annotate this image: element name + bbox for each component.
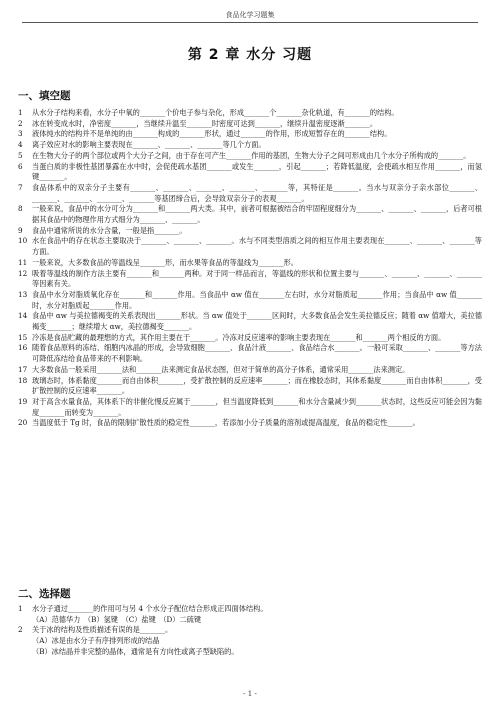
answer-option: （A）冰是由水分子有序排列形成的结晶 [32, 636, 160, 646]
page-number: - 1 - [243, 690, 257, 698]
question-text: 食品中水分对脂质氧化存在_______和_______作用。当食品中 αw 值在_______左右时，水分对脂质起_______作用；当食品中 αw 值_______时，水分对脂质起_______作用。 [32, 289, 482, 310]
question-text: 水分子通过_______的作用可与另 4 个水分子配位结合形成正四面体结构。 [32, 604, 268, 613]
question-item [18, 333, 482, 344]
question-number: 9 [18, 225, 23, 235]
question-text: 食品体系中的双亲分子主要有_______、_______、_______、_______、_______等，其特征是_______。当水与双亲分子亲水部位_______、_______、_______、_______、_______等基团缔合后，会导致双亲分子的表观_______。 [32, 182, 482, 203]
choice-question-list [18, 604, 482, 658]
question-text: 当蛋白质的非极性基团暴露在水中时，会促使疏水基团_______或发生_______，引起_______；若降低温度，会使疏水相互作用_______，而氢键_______。 [32, 161, 482, 182]
question-item [18, 365, 482, 376]
question-number: 15 [18, 332, 28, 342]
question-text: 吸着等温线的制作方法主要有_______和_______两种。对于同一样品而言，等温线的形状和位置主要与_______、_______、_______、_______等因素有关。 [32, 268, 482, 289]
question-text: 冰在转变成水时，净密度_______，当继续升温至_______时密度可达到_______，继续升温密度逐渐_______。 [32, 118, 378, 128]
question-text: 玻璃态时，体系黏度_______而自由体积_______，受扩散控制的反应速率_______；而在橡胶态时，其体系黏度_______而自由体积_______，受扩散控制的反应速率_______。 [32, 375, 482, 396]
question-item [18, 140, 482, 151]
question-number: 10 [18, 236, 28, 246]
question-item [18, 151, 482, 162]
question-number: 11 [18, 257, 28, 267]
question-number: 14 [18, 311, 28, 321]
question-text: 离子效应对水的影响主要表现在_______、_______、_______等几个方面。 [32, 140, 266, 150]
answer-options: （A）范德华力 （B）氢键 （C）盐键 （D）二硫键 [32, 614, 202, 624]
question-item [18, 204, 482, 225]
question-text: 一般来说，食品中的水分可分为_______和_______两大类。其中，前者可根据被结合的牢固程度细分为_______、_______、_______，后者可根据其食品中的物理作用方式细分为_______、_______。 [32, 204, 482, 225]
question-number: 5 [18, 150, 23, 160]
question-text: 水在食品中的存在状态主要取决于_______、_______、_______。水与不同类型溶质之间的相互作用主要表现在_______、_______、_______等方面。 [32, 236, 482, 257]
question-number: 12 [18, 268, 28, 278]
question-number: 2 [18, 625, 23, 635]
question-number: 6 [18, 161, 23, 171]
section-title-fill-in: 一、填空题 [18, 90, 71, 102]
question-number: 16 [18, 343, 28, 353]
question-text: 冷冻是食品贮藏的最理想的方式，其作用主要在于_______。冷冻对反应速率的影响主要表现在_______和_______两个相反的方面。 [32, 332, 446, 342]
question-number: 4 [18, 140, 23, 150]
question-text: 食品中 αw 与美拉德褐变的关系表现出_______形状。当 αw 值处于_______区间时，大多数食品会发生美拉德反应；随着 αw 值增大，美拉德褐变_______；继续增大 αw，美拉德褐变_______。 [32, 311, 482, 332]
question-number: 2 [18, 118, 23, 128]
question-number: 8 [18, 204, 23, 214]
question-item [18, 129, 482, 140]
question-text: 关于冰的结构及性质描述有误的是_______。 [32, 625, 173, 635]
question-item [18, 343, 482, 364]
header-divider [22, 22, 478, 23]
question-item [18, 183, 482, 204]
question-text: 从水分子结构来看，水分子中氧的_______个价电子参与杂化，形成_______个_______杂化轨道，有_______的结构。 [32, 108, 399, 117]
question-number: 20 [18, 418, 28, 428]
question-item [18, 258, 482, 269]
question-item [18, 162, 482, 183]
question-number: 13 [18, 289, 28, 299]
question-item [18, 236, 482, 257]
question-number: 1 [18, 604, 23, 613]
question-item [18, 108, 482, 119]
question-number: 18 [18, 375, 28, 385]
question-text: 大多数食品一般采用_______法和_______法来测定食品状态图，但对于简单的高分子体系，通常采用_______法来测定。 [32, 364, 410, 374]
answer-option: （B）冰结晶并非完整的晶体，通常是有方向性或离子型缺陷的。 [32, 646, 239, 656]
question-text: 液体纯水的结构并不是单纯的由_______构成的_______形状，通过_______的作用，形成短暂存在的_______结构。 [32, 129, 392, 139]
question-text: 一般来说，大多数食品的等温线呈_______形，而水果等食品的等温线为_______形。 [32, 257, 298, 267]
question-item [18, 397, 482, 418]
running-header: 食品化学习题集 [225, 11, 275, 19]
section-title-choice: 二、选择题 [18, 588, 71, 600]
fill-in-question-list [18, 108, 482, 429]
question-item [18, 418, 482, 429]
question-text: 随着食品原料的冻结、细胞内冰晶的形成，会导致细胞_______、食品汁液_______、食品结合水_______。一般可采取_______、_______等方法可降低冻结给食品带来的不利影响。 [32, 343, 482, 364]
question-text: 当温度低于 Tg 时，食品的限制扩散性质的稳定性_______，若添加小分子质量的溶剂或提高温度，食品的稳定性_______。 [32, 418, 420, 428]
question-number: 3 [18, 129, 23, 139]
question-number: 1 [18, 108, 23, 117]
question-item [18, 311, 482, 332]
question-item [18, 269, 482, 290]
question-number: 17 [18, 364, 28, 374]
question-item [18, 625, 482, 636]
question-item [18, 376, 482, 397]
question-item [18, 604, 482, 615]
question-item [18, 290, 482, 311]
question-number: 7 [18, 182, 23, 192]
question-text: 食品中通常所说的水分含量，一般是指_______。 [32, 225, 187, 235]
chapter-title: 第 2 章 水分 习题 [187, 47, 313, 63]
question-item [18, 226, 482, 237]
question-item [18, 119, 482, 130]
question-text: 在生物大分子的两个部位或两个大分子之间，由于存在可产生_______作用的基团，生物大分子之间可形成由几个水分子所构成的_______。 [32, 150, 471, 160]
question-text: 对于高含水量食品，其体系下的非催化慢反应属于_______，但当温度降低到_______和水分含量减少到_______状态时，这些反应可能会因为黏度_______而转变为_______。 [32, 396, 482, 417]
question-number: 19 [18, 396, 28, 406]
